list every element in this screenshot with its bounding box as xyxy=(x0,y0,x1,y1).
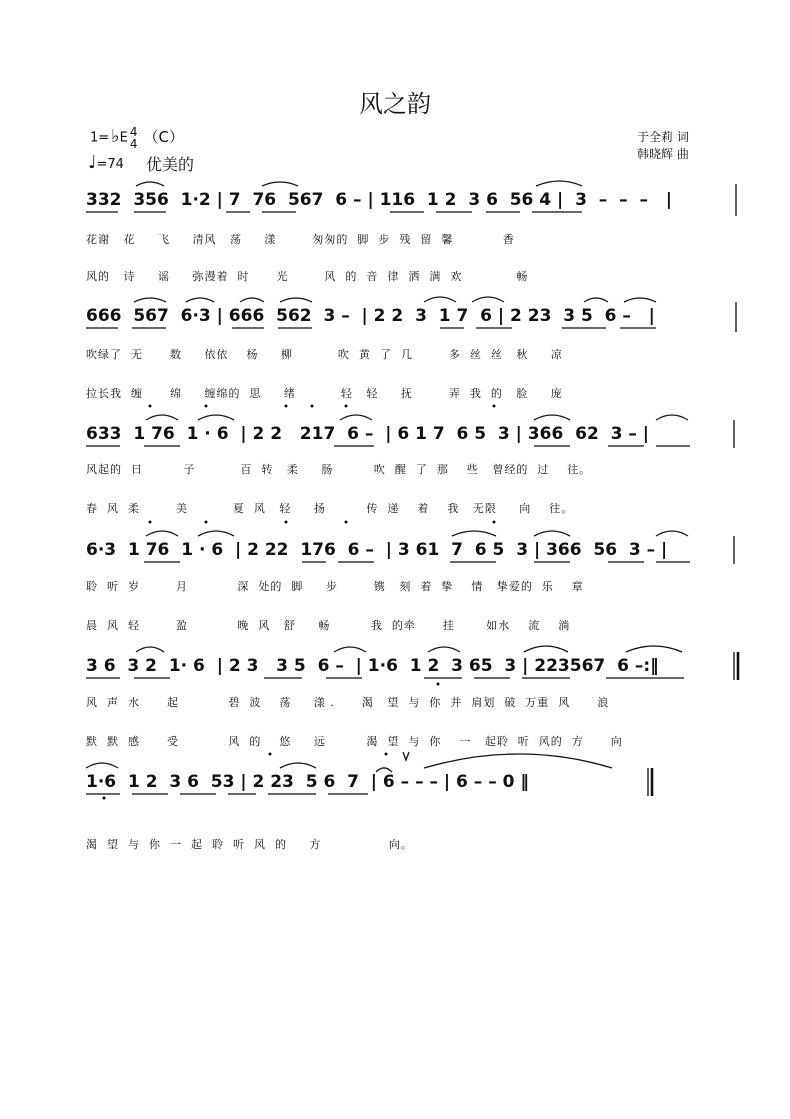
notation-line: 6·3 1 76 1 · 6 | 2 22 176 6 – | 3 61 7 6 5 3 | 366 56 3 – | xyxy=(86,540,668,560)
lyric-line: 晨 风 轻 盈 晚 风 舒 畅 我 的牵 挂 如水 流 淌 xyxy=(86,619,571,632)
time-bottom: 4 xyxy=(129,137,138,151)
key-prefix: 1= xyxy=(90,130,110,146)
key-mode: （C） xyxy=(143,127,185,146)
composer-credit: 韩晓辉 曲 xyxy=(637,147,689,161)
notation-line: 3 6 3 2 1· 6 | 2 3 3 5 6 – | 1·6 1 2 3 65 3 | 223567 6 –:‖ xyxy=(86,656,659,676)
key-note: E xyxy=(119,130,128,146)
notation-line: 666 567 6·3 | 666 562 3 – | 2 2 3 1 7 6 | 2 23 3 5 6 – | xyxy=(86,306,655,326)
notation-line: 633 1 76 1 · 6 | 2 2 217 6 – | 6 1 7 6 5 3 | 366 62 3 – | xyxy=(86,424,649,444)
lyricist-credit: 于全莉 词 xyxy=(637,130,689,144)
lyric-line: 风 声 水 起 碧 波 荡 漾 . 渴 望 与 你 并 肩划 破 万重 风 浪 xyxy=(86,696,610,709)
notation-line: 332 356 1·2 | 7 76 567 6 – | 116 1 2 3 6 56 4 | 3 – – – | xyxy=(86,190,672,210)
flat-icon: ♭ xyxy=(111,125,120,147)
lyric-line: 拉长我 缠 绵 缠绵的 思 绪 轻 轻 抚 弄 我 的 脸 庞 xyxy=(86,387,563,400)
lyric-line: 风起的 日 子 百 转 柔 肠 吹 醒 了 那 些 曾经的 过 往。 xyxy=(86,463,592,476)
time-top: 4 xyxy=(129,125,138,139)
lyric-line: 风的 诗 谣 弥漫着 时 光 风 的 音 律 洒 满 欢 畅 xyxy=(86,270,529,283)
quarter-note-icon: ♩ xyxy=(88,152,97,173)
time-signature xyxy=(130,126,138,150)
notation-line: 1·6 1 2 3 6 53 | 2 23 5 6 7 | 6 – – – | 6 – – 0 ‖ xyxy=(86,772,529,792)
lyric-line: 渴 望 与 你 一 起 聆 听 风 的 方 向。 xyxy=(86,838,413,851)
lyric-line: 吹绿了 无 数 依依 杨 柳 吹 黄 了 几 多 丝 丝 秋 凉 xyxy=(86,348,563,361)
key-signature xyxy=(90,126,184,150)
tempo-marking xyxy=(88,152,124,173)
song-title: 风之韵 xyxy=(359,90,431,118)
tempo-value: =74 xyxy=(96,157,124,172)
lyric-line: 春 风 柔 美 夏 风 轻 扬 传 递 着 我 无限 向 往。 xyxy=(86,502,574,515)
lyric-line: 聆 听 岁 月 深 处的 脚 步 镌 刻 着 挚 情 挚爱的 乐 章 xyxy=(86,580,584,593)
lyric-line: 花谢 花 飞 清风 荡 漾 匆匆的 脚 步 残 留 馨 香 xyxy=(86,233,515,246)
lyric-line: 默 默 感 受 风 的 悠 远 渴 望 与 你 一 起聆 听 风的 方 向 xyxy=(86,735,623,748)
expression-marking: 优美的 xyxy=(146,155,195,174)
